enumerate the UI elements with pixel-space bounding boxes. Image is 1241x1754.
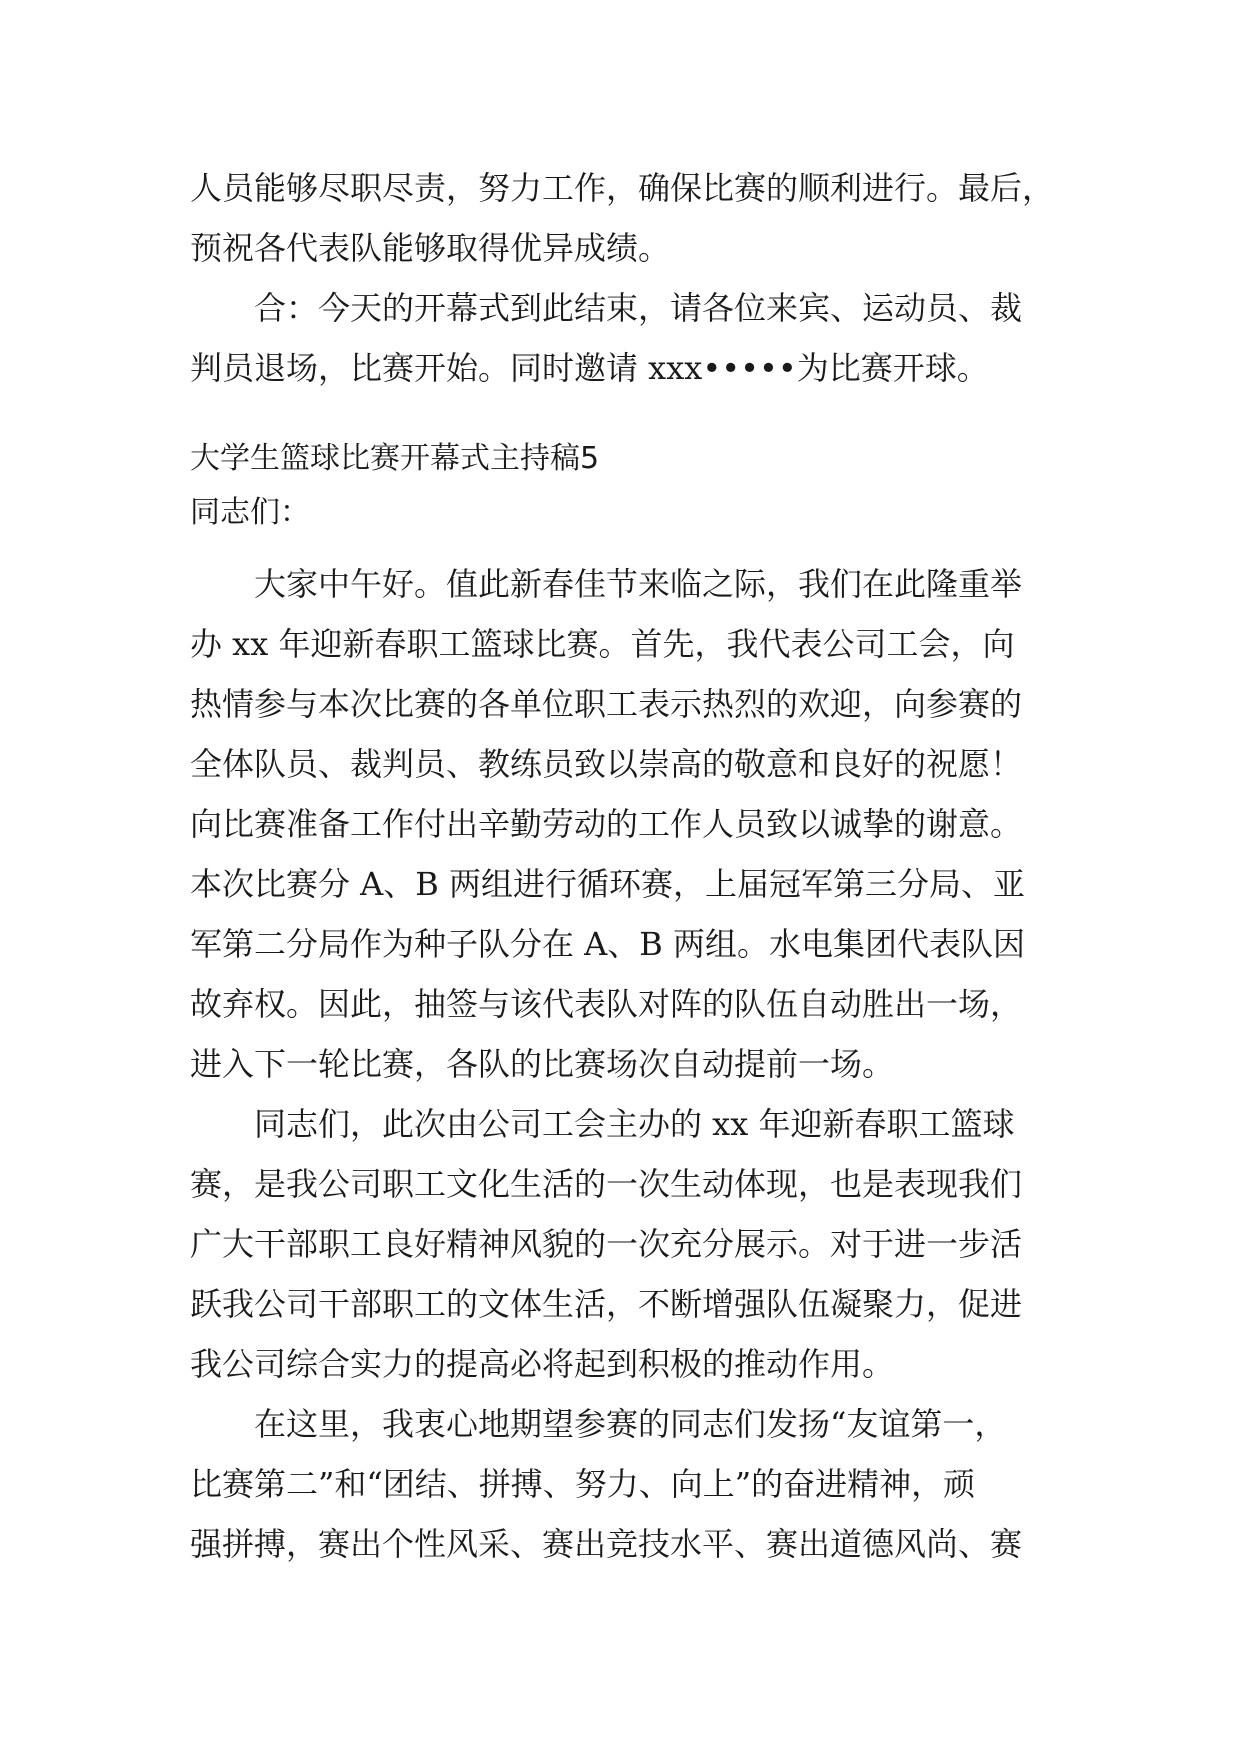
- para1-line-3: 热情参与本次比赛的各单位职工表示热烈的欢迎，向参赛的: [190, 685, 1023, 723]
- intro-line-1: 人员能够尽职尽责，努力工作，确保比赛的顺利进行。最后，: [190, 169, 1055, 207]
- para2-line-5: 我公司综合实力的提高必将起到积极的推动作用。: [190, 1345, 895, 1383]
- para1-line-5: 向比赛准备工作付出辛勤劳动的工作人员致以诚挚的谢意。: [190, 805, 1023, 843]
- para1-line-7: 军第二分局作为种子队分在 A、B 两组。水电集团代表队因: [190, 925, 1025, 963]
- section-title: 大学生篮球比赛开幕式主持稿5: [190, 441, 600, 476]
- para2-line-1: 同志们，此次由公司工会主办的 xx 年迎新春职工篮球: [254, 1105, 1015, 1143]
- para3-line-3: 强拼搏，赛出个性风采、赛出竞技水平、赛出道德风尚、赛: [190, 1525, 1023, 1563]
- intro-line-2: 预祝各代表队能够取得优异成绩。: [190, 229, 671, 267]
- para1-line-2: 办 xx 年迎新春职工篮球比赛。首先，我代表公司工会，向: [190, 625, 1015, 663]
- salutation: 同志们：: [190, 495, 310, 530]
- para2-line-4: 跃我公司干部职工的文体生活，不断增强队伍凝聚力，促进: [190, 1285, 1023, 1323]
- closing-line-1: 合：今天的开幕式到此结束，请各位来宾、运动员、裁: [254, 289, 1023, 327]
- para1-line-6: 本次比赛分 A、B 两组进行循环赛，上届冠军第三分局、亚: [190, 865, 1025, 903]
- para1-line-4: 全体队员、裁判员、教练员致以崇高的敬意和良好的祝愿！: [190, 745, 1023, 783]
- para3-line-2: 比赛第二”和“团结、拼搏、努力、向上”的奋进精神，顽: [190, 1465, 976, 1503]
- para2-line-2: 赛，是我公司职工文化生活的一次生动体现，也是表现我们: [190, 1165, 1023, 1203]
- para1-line-8: 故弃权。因此，抽签与该代表队对阵的队伍自动胜出一场，: [190, 985, 1023, 1023]
- para3-line-1: 在这里，我衷心地期望参赛的同志们发扬“友谊第一，: [254, 1405, 1007, 1443]
- closing-line-2: 判员退场，比赛开始。同时邀请 xxx•••••为比赛开球。: [190, 349, 989, 387]
- para1-line-1: 大家中午好。值此新春佳节来临之际，我们在此隆重举: [254, 565, 1023, 603]
- para1-line-9: 进入下一轮比赛，各队的比赛场次自动提前一场。: [190, 1045, 895, 1083]
- para2-line-3: 广大干部职工良好精神风貌的一次充分展示。对于进一步活: [190, 1225, 1023, 1263]
